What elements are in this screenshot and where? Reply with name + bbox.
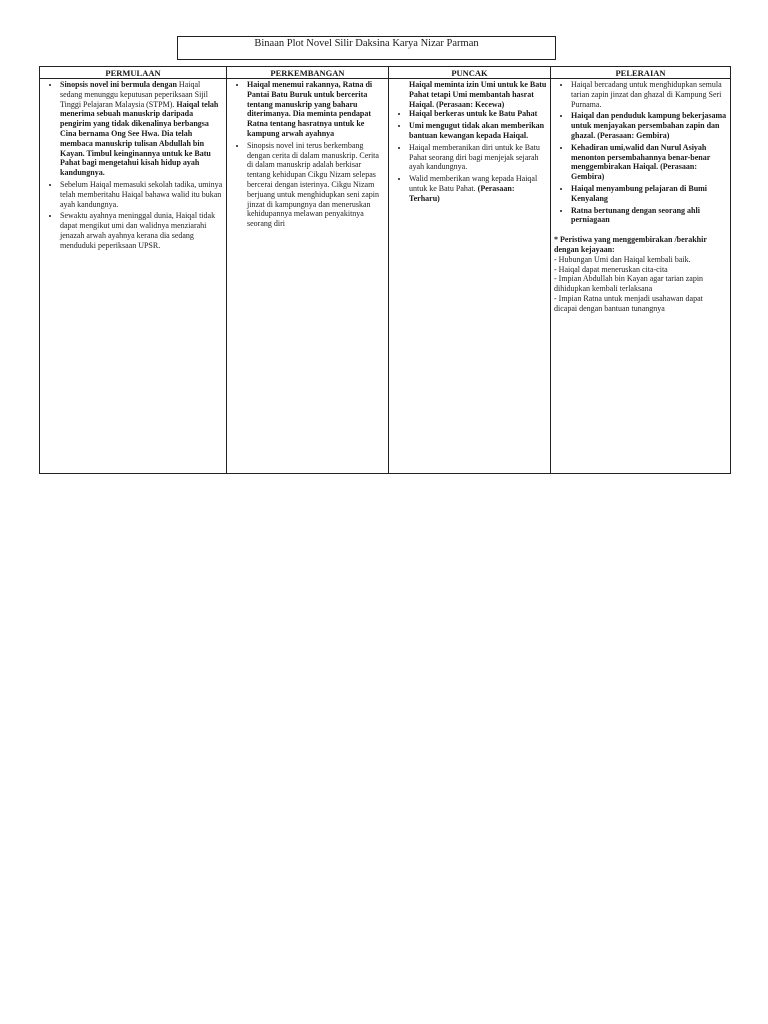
list-item: • Kehadiran umi,walid dan Nurul Asiyah menonton persembahannya benar-benar menggembirakan Haiqal. (Perasaan: Gembira) xyxy=(571,143,727,182)
notes-title: * Peristiwa yang menggembirakan /berakhir dengan kejayaan: xyxy=(554,235,707,254)
note-line: - Impian Abdullah bin Kayan agar tarian zapin dihidupkan kembali terlaksana xyxy=(554,274,704,294)
plot-table xyxy=(39,66,731,474)
header-permulaan: PERMULAAN xyxy=(40,67,227,79)
list-item: • Haiqal berkeras untuk ke Batu Pahat xyxy=(409,109,547,119)
header-row xyxy=(40,67,731,79)
list-item: • Walid memberikan wang kepada Haiqal untuk ke Batu Pahat. (Perasaan: Terharu) xyxy=(409,174,547,203)
list-item: • Haiqal menyambung pelajaran di Bumi Kenyalang xyxy=(571,184,727,204)
cell-puncak xyxy=(389,79,551,474)
list-item: • Sewaktu ayahnya meninggal dunia, Haiqal tidak dapat mengikut umi dan walidnya menziarahi jenazah arwah ayahnya kerana dia sedang menduduki peperiksaan UPSR. xyxy=(60,211,223,250)
note-line: - Haiqal dapat meneruskan cita-cita xyxy=(554,264,668,274)
list-item: • Sinopsis novel ini terus berkembang dengan cerita di dalam manuskrip. Cerita di dalam manuskrip adalah berkisar tentang kehidupan Cikgu Nizam selepas bercerai dengan isterinya. Cikgu Nizam berjuang untuk menghidupkan seni zapin jinzat di kampungnya dan meneruskan kehidupannya melawan penyakitnya seorang diri xyxy=(247,141,385,229)
cell-perkembangan xyxy=(227,79,389,474)
header-perkembangan: PERKEMBANGAN xyxy=(227,67,389,79)
puncak-list xyxy=(392,109,547,203)
list-item: • Sebelum Haiqal memasuki sekolah tadika, uminya telah memberitahu Haiqal bahawa walid itu bukan ayah kandungnya. xyxy=(60,180,223,209)
list-item: • Sinopsis novel ini bermula dengan Haiqal sedang menunggu keputusan peperiksaan Sijil Tinggi Pelajaran Malaysia (STPM). Haiqal telah menerima sebuah manuskrip daripada pengirim yang tidak dikenalinya berbangsa Cina bernama Ong See Hwa. Dia telah membaca manuskrip tulisan Abdullah bin Kayan. Timbul keinginannya untuk ke Batu Pahat bagi mengetahui kisah hidup ayah kandungnya. xyxy=(60,80,223,178)
content-row xyxy=(40,79,731,474)
peleraian-list xyxy=(554,80,727,225)
header-puncak: PUNCAK xyxy=(389,67,551,79)
list-item: • Haiqal dan penduduk kampung bekerjasama untuk menjayakan persembahan zapin dan ghazal. (Perasaan: Gembira) xyxy=(571,111,727,140)
list-item: • Haiqal menemui rakannya, Ratna di Pantai Batu Buruk untuk bercerita tentang manuskrip yang baharu diterimanya. Dia meminta pendapat Ratna tentang hasratnya untuk ke kampung arwah ayahnya xyxy=(247,80,385,139)
peleraian-notes xyxy=(554,235,727,313)
list-item: • Haiqal memberanikan diri untuk ke Batu Pahat seorang diri bagi menjejak sejarah ayah kandungnya. xyxy=(409,143,547,172)
permulaan-list xyxy=(43,80,223,251)
note-line: - Hubungan Umi dan Haiqal kembali baik. xyxy=(554,254,691,264)
header-peleraian: PELERAIAN xyxy=(551,67,731,79)
perkembangan-list xyxy=(230,80,385,229)
list-item: • Haiqal bercadang untuk menghidupkan semula tarian zapin jinzat dan ghazal di Kampung Seri Purnama. xyxy=(571,80,727,109)
puncak-intro: Haiqal meminta izin Umi untuk ke Batu Pahat tetapi Umi membantah hasrat Haiqal. (Perasaan: Kecewa) xyxy=(409,80,547,109)
list-item: • Umi mengugut tidak akan memberikan bantuan kewangan kepada Haiqal. xyxy=(409,121,547,141)
cell-permulaan xyxy=(40,79,227,474)
list-item: • Ratna bertunang dengan seorang ahli perniagaan xyxy=(571,206,727,226)
document-title: Binaan Plot Novel Silir Daksina Karya Nizar Parman xyxy=(177,36,556,60)
note-line: - Impian Ratna untuk menjadi usahawan dapat dicapai dengan bantuan tunangnya xyxy=(554,293,703,313)
cell-peleraian xyxy=(551,79,731,474)
